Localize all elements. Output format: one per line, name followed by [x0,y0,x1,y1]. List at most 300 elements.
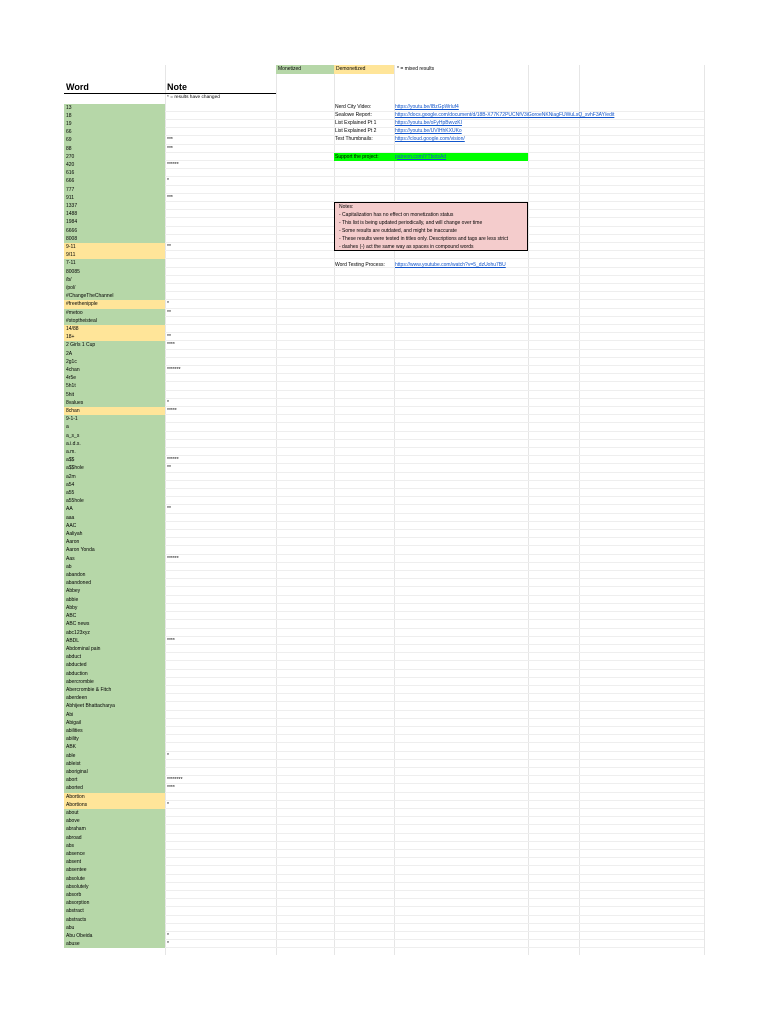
word-cell[interactable]: 69 [64,136,165,144]
word-cell[interactable]: 666 [64,177,165,185]
word-cell[interactable]: 5hit [64,391,165,399]
table-row [64,399,704,407]
table-row [64,620,704,628]
table-row [64,358,704,366]
note-cell[interactable] [167,530,267,538]
note-cell[interactable] [167,358,267,366]
table-row [64,743,704,751]
word-cell[interactable]: ABC [64,612,165,620]
table-row [64,661,704,669]
note-cell[interactable] [167,538,267,546]
note-cell[interactable] [167,850,267,858]
word-cell[interactable]: absence [64,850,165,858]
legend-demonetized: Demonetized [334,65,394,74]
note-cell[interactable] [167,202,267,210]
word-cell[interactable]: above [64,817,165,825]
word-cell[interactable]: absolutely [64,883,165,891]
word-cell[interactable]: ABDL [64,637,165,645]
word-cell[interactable]: aberdeen [64,694,165,702]
word-cell[interactable]: a55hole [64,497,165,505]
word-cell[interactable]: a.m. [64,448,165,456]
table-row [64,834,704,842]
note-cell[interactable] [167,218,267,226]
note-cell[interactable] [167,210,267,218]
word-cell[interactable]: 8chan [64,407,165,415]
note-cell[interactable] [167,793,267,801]
table-row [64,924,704,932]
word-cell[interactable]: Abbey [64,587,165,595]
note-cell[interactable] [167,694,267,702]
word-cell[interactable]: 270 [64,153,165,161]
word-cell[interactable]: a.i.d.s. [64,440,165,448]
table-row [64,341,704,349]
word-cell[interactable]: 66 [64,128,165,136]
note-cell[interactable]: * [167,178,169,185]
word-cell[interactable]: 9/11 [64,251,165,259]
table-row [64,899,704,907]
word-testing-link[interactable]: https://www.youtube.com/watch?v=5_dzUohu7BU [395,262,506,268]
note-cell[interactable] [167,473,267,481]
table-row [64,268,704,276]
note-cell[interactable] [167,817,267,825]
note-cell[interactable] [167,866,267,874]
table-row [64,579,704,587]
note-cell[interactable]: * [167,752,169,759]
word-cell[interactable]: 4r5e [64,374,165,382]
word-cell[interactable]: a54 [64,481,165,489]
note-cell[interactable] [167,719,267,727]
note-cell[interactable]: * [167,941,169,948]
word-cell[interactable]: a55 [64,489,165,497]
word-cell[interactable]: abs [64,842,165,850]
table-row [64,932,704,940]
word-cell[interactable]: ableist [64,760,165,768]
note-cell[interactable]: ** [167,465,171,472]
word-cell[interactable]: Abortions [64,801,165,809]
table-row [64,702,704,710]
word-cell[interactable]: 2A [64,350,165,358]
note-cell[interactable] [167,587,267,595]
word-cell[interactable]: 8values [64,399,165,407]
note-cell[interactable]: **** [167,785,175,792]
word-cell[interactable]: Abortion [64,793,165,801]
word-cell[interactable]: ab [64,563,165,571]
word-cell[interactable]: 7-11 [64,259,165,267]
word-cell[interactable]: abstract [64,907,165,915]
table-row [64,727,704,735]
note-cell[interactable] [167,571,267,579]
word-cell[interactable]: 1984 [64,218,165,226]
note-cell[interactable]: ******* [167,367,181,373]
table-row [64,629,704,637]
note-cell[interactable] [167,382,267,390]
note-cell[interactable] [167,374,267,382]
word-cell[interactable]: a$$hole [64,464,165,472]
note-cell[interactable] [167,186,267,194]
table-row [64,793,704,801]
link-url[interactable]: https://cloud.google.com/vision/ [395,136,465,142]
note-cell[interactable] [167,924,267,932]
word-testing-label: Word Testing Process: [335,262,385,268]
note-cell[interactable] [167,128,267,136]
table-row [64,817,704,825]
word-cell[interactable]: abbie [64,596,165,604]
word-cell[interactable]: aborted [64,784,165,792]
word-cell[interactable]: Abby [64,604,165,612]
note-cell[interactable] [167,251,267,259]
note-cell[interactable]: ****** [167,161,179,168]
word-cell[interactable]: ABC news [64,620,165,628]
note-cell[interactable] [167,711,267,719]
notes-line: - This list is being updated periodically, and will change over time [339,220,483,226]
link-url[interactable]: https://youtu.be/UVIHhKXUKo [395,128,462,134]
word-cell[interactable]: #ChangeTheChannel [64,292,165,300]
word-cell[interactable]: abercrombie [64,678,165,686]
table-row [64,448,704,456]
word-cell[interactable]: about [64,809,165,817]
word-cell[interactable]: #freethenipple [64,300,165,308]
word-cell[interactable]: Aaliyah [64,530,165,538]
note-cell[interactable]: ** [167,334,171,341]
note-cell[interactable]: * [167,801,169,808]
word-cell[interactable]: a [64,423,165,431]
word-cell[interactable]: abduct [64,653,165,661]
table-row [64,177,704,185]
note-cell[interactable] [167,875,267,883]
note-cell[interactable] [167,153,267,161]
word-cell[interactable]: ability [64,735,165,743]
word-cell[interactable]: abandon [64,571,165,579]
word-cell[interactable]: able [64,752,165,760]
word-cell[interactable]: #stoptheisteal [64,317,165,325]
word-cell[interactable]: 14/88 [64,325,165,333]
note-cell[interactable] [167,629,267,637]
word-cell[interactable]: 9-11 [64,243,165,251]
note-cell[interactable]: *** [167,194,173,201]
table-row [64,858,704,866]
note-cell[interactable] [167,809,267,817]
table-row [64,637,704,645]
note-cell[interactable] [167,268,267,276]
word-cell[interactable]: Aaron [64,538,165,546]
table-row [64,768,704,776]
note-cell[interactable] [167,423,267,431]
table-row [64,596,704,604]
note-cell[interactable]: * [167,399,169,406]
table-row [64,440,704,448]
word-cell[interactable]: abduction [64,670,165,678]
table-row [64,292,704,300]
link-url[interactable]: https://youtu.be/IBzGpWrluf4 [395,104,459,110]
table-row [64,907,704,915]
word-cell[interactable]: 6666 [64,227,165,235]
note-cell[interactable] [167,661,267,669]
table-row [64,842,704,850]
note-cell[interactable] [167,907,267,915]
word-cell[interactable]: AAC [64,522,165,530]
word-cell[interactable]: 88 [64,145,165,153]
table-row [64,883,704,891]
word-cell[interactable]: absent [64,858,165,866]
note-cell[interactable] [167,489,267,497]
legend-monetized: Monetized [276,65,334,74]
word-cell[interactable]: aaa [64,514,165,522]
table-row [64,423,704,431]
table-row [64,186,704,194]
table-row [64,161,704,169]
table-row [64,194,704,202]
note-cell[interactable] [167,735,267,743]
note-cell[interactable] [167,596,267,604]
note-cell[interactable]: * [167,933,169,940]
table-row [64,694,704,702]
table-row [64,391,704,399]
note-cell[interactable] [167,169,267,177]
word-cell[interactable]: 2 Girls 1 Cup [64,341,165,349]
note-cell[interactable] [167,259,267,267]
link-url[interactable]: https://docs.google.com/document/d/18B-X77K72PUCNfV3iGoroeNKNiagFUWuLsQ_svhF3AY/edit [395,112,615,118]
word-cell[interactable]: Abu Obeida [64,932,165,940]
word-cell[interactable]: abroad [64,834,165,842]
word-cell[interactable]: abu [64,924,165,932]
word-cell[interactable]: Abdominal pain [64,645,165,653]
table-row [64,916,704,924]
note-cell[interactable] [167,743,267,751]
word-cell[interactable]: absorb [64,891,165,899]
table-row [64,866,704,874]
word-cell[interactable]: Abigail [64,719,165,727]
word-cell[interactable]: a_s_s [64,432,165,440]
table-row [64,752,704,760]
note-cell[interactable] [167,670,267,678]
table-row [64,276,704,284]
table-row [64,505,704,513]
table-row [64,719,704,727]
word-cell[interactable]: 80085 [64,268,165,276]
note-cell[interactable] [167,858,267,866]
word-cell[interactable]: /b/ [64,276,165,284]
table-row [64,653,704,661]
table-row [64,497,704,505]
table-row [64,555,704,563]
word-cell[interactable]: 9-1-1 [64,415,165,423]
note-cell[interactable] [167,227,267,235]
table-row [64,481,704,489]
note-cell[interactable] [167,579,267,587]
note-cell[interactable] [167,891,267,899]
word-cell[interactable]: ABK [64,743,165,751]
table-row [64,104,704,112]
word-cell[interactable]: 777 [64,186,165,194]
table-row [64,456,704,464]
note-cell[interactable] [167,916,267,924]
word-cell[interactable]: 13 [64,104,165,112]
table-row [64,514,704,522]
note-cell[interactable] [167,620,267,628]
word-cell[interactable]: 5h1t [64,382,165,390]
table-row [64,678,704,686]
support-label: Support the project: [335,153,379,160]
note-cell[interactable] [167,834,267,842]
table-row [64,407,704,415]
note-cell[interactable] [167,604,267,612]
note-cell[interactable] [167,645,267,653]
word-cell[interactable]: abducted [64,661,165,669]
note-cell[interactable] [167,448,267,456]
word-cell[interactable]: 911 [64,194,165,202]
note-cell[interactable]: *** [167,137,173,144]
table-row [64,546,704,554]
note-cell[interactable]: *** [167,145,173,152]
note-cell[interactable] [167,842,267,850]
note-cell[interactable] [167,702,267,710]
table-row [64,350,704,358]
note-cell[interactable] [167,120,267,128]
word-cell[interactable]: a2m [64,473,165,481]
word-cell[interactable]: absentee [64,866,165,874]
word-cell[interactable]: 4chan [64,366,165,374]
word-cell[interactable]: 18 [64,112,165,120]
note-cell[interactable] [167,440,267,448]
note-subheader: * = results have changed [167,95,220,100]
note-cell[interactable] [167,563,267,571]
table-row [64,317,704,325]
word-cell[interactable]: AA [64,505,165,513]
word-cell[interactable]: 1488 [64,210,165,218]
note-cell[interactable] [167,235,267,243]
note-cell[interactable] [167,391,267,399]
table-row [64,571,704,579]
link-label: Nerd City Video: [335,104,372,110]
note-cell[interactable] [167,497,267,505]
table-row [64,850,704,858]
table-row [64,366,704,374]
word-cell[interactable]: Aaron Yonda [64,546,165,554]
note-cell[interactable] [167,514,267,522]
note-cell[interactable]: ******** [167,777,183,784]
note-cell[interactable]: ** [167,506,171,513]
note-cell[interactable] [167,768,267,776]
table-row [64,711,704,719]
note-cell[interactable] [167,686,267,694]
table-row [64,670,704,678]
note-cell[interactable] [167,727,267,735]
note-cell[interactable]: **** [167,342,175,349]
word-cell[interactable]: absolute [64,875,165,883]
note-cell[interactable]: ** [167,243,171,250]
table-row [64,374,704,382]
note-cell[interactable] [167,112,267,120]
word-cell[interactable]: 8008 [64,235,165,243]
table-row [64,128,704,136]
link-url[interactable]: https://youtu.be/oFyHpBwvzKI [395,120,462,126]
note-cell[interactable] [167,432,267,440]
note-cell[interactable] [167,317,267,325]
table-row [64,473,704,481]
note-cell[interactable]: * [167,301,169,308]
word-column-header: Word [66,82,89,92]
note-cell[interactable]: ***** [167,408,177,415]
word-cell[interactable]: Abercrombie & Fitch [64,686,165,694]
note-column-header: Note [167,82,187,92]
note-cell[interactable] [167,292,267,300]
note-cell[interactable] [167,104,267,112]
word-cell[interactable]: Abi [64,711,165,719]
word-cell[interactable]: abilities [64,727,165,735]
word-cell[interactable]: 2g1c [64,358,165,366]
note-cell[interactable]: **** [167,637,175,644]
table-row [64,432,704,440]
note-cell[interactable] [167,415,267,423]
notes-title: Notes: [339,204,354,210]
word-cell[interactable]: absorption [64,899,165,907]
note-cell[interactable]: ****** [167,457,179,464]
table-row [64,825,704,833]
word-cell[interactable]: /pol/ [64,284,165,292]
table-row [64,645,704,653]
word-cell[interactable]: a$$ [64,456,165,464]
spreadsheet [64,65,704,955]
word-cell[interactable]: 616 [64,169,165,177]
word-cell[interactable]: abandoned [64,579,165,587]
word-cell[interactable]: 18+ [64,333,165,341]
table-row [64,801,704,809]
note-cell[interactable] [167,350,267,358]
table-row [64,169,704,177]
note-cell[interactable] [167,760,267,768]
note-cell[interactable]: ****** [167,555,179,562]
table-row [64,686,704,694]
table-row [64,875,704,883]
table-row [64,776,704,784]
note-cell[interactable] [167,284,267,292]
note-cell[interactable] [167,546,267,554]
table-row [64,300,704,308]
word-cell[interactable]: abc123xyz [64,629,165,637]
word-cell[interactable]: 420 [64,161,165,169]
note-cell[interactable] [167,899,267,907]
support-link[interactable]: patreon.com/YTbotsAd [395,153,447,160]
table-row [64,522,704,530]
note-cell[interactable] [167,481,267,489]
word-cell[interactable]: Abhijeet Bhattacharya [64,702,165,710]
word-cell[interactable]: aboriginal [64,768,165,776]
note-cell[interactable] [167,325,267,333]
table-row [64,530,704,538]
header-underline [64,93,276,94]
word-cell[interactable]: abstracts [64,916,165,924]
note-cell[interactable] [167,825,267,833]
table-row [64,587,704,595]
word-cell[interactable]: abraham [64,825,165,833]
notes-line: - Capitalization has no effect on monetization status [339,212,454,218]
table-row [64,809,704,817]
note-cell[interactable]: ** [167,309,171,316]
word-cell[interactable]: 1337 [64,202,165,210]
word-cell[interactable]: #metoo [64,309,165,317]
note-cell[interactable] [167,276,267,284]
word-cell[interactable]: 19 [64,120,165,128]
note-cell[interactable] [167,883,267,891]
note-cell[interactable] [167,522,267,530]
note-cell[interactable] [167,678,267,686]
note-cell[interactable] [167,612,267,620]
word-cell[interactable]: Aas [64,555,165,563]
word-cell[interactable]: abuse [64,940,165,948]
word-cell[interactable]: abort [64,776,165,784]
table-row [64,538,704,546]
note-cell[interactable] [167,653,267,661]
